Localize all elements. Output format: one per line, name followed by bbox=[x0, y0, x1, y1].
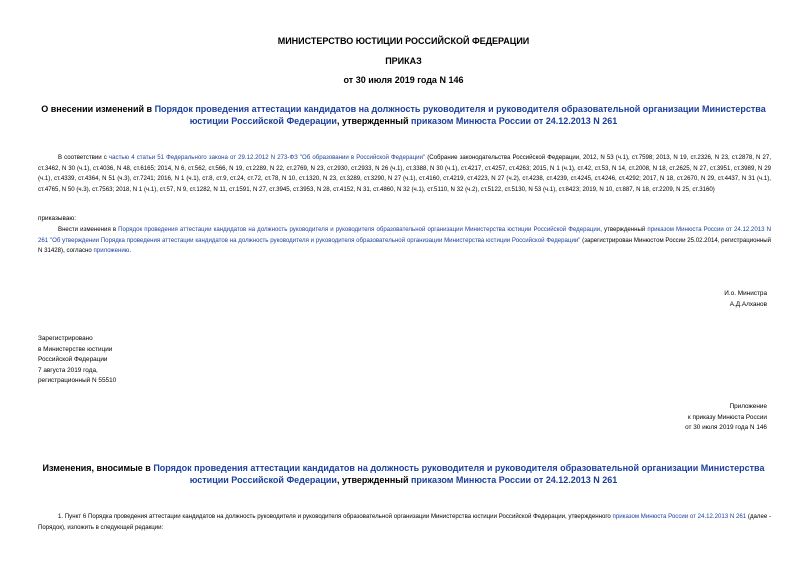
point-1-order-link[interactable]: приказом Минюста России от 24.12.2013 N 261 bbox=[612, 513, 747, 520]
order-word: приказываю: bbox=[38, 215, 76, 222]
order-text-3: (зарегистрирован Минюстом России 25.02.2014, регистрационный N 31428), согласно bbox=[38, 236, 772, 255]
appendix-link[interactable]: приложению bbox=[93, 247, 130, 255]
appendix-ref-line: Приложение bbox=[729, 403, 767, 410]
procedure-link[interactable]: Порядок проведения аттестации кандидатов на должность руководителя и руководителя образовательной организации Министерства юстиции Российской Федерации bbox=[154, 104, 766, 126]
order-paragraph bbox=[38, 225, 771, 257]
order-date-number: от 30 июля 2019 года N 146 bbox=[343, 75, 464, 85]
order-text-1: Внести изменения в bbox=[58, 226, 119, 233]
preamble-text-1: В соответствии с bbox=[58, 154, 109, 161]
ministry-heading: МИНИСТЕРСТВО ЮСТИЦИИ РОССИЙСКОЙ ФЕДЕРАЦИИ bbox=[277, 36, 530, 46]
changes-title-prefix: Изменения, вносимые в bbox=[42, 463, 154, 473]
order-title bbox=[40, 103, 767, 127]
changes-procedure-link[interactable]: Порядок проведения аттестации кандидатов на должность руководителя и руководителя образовательной организации Министерства юстиции Российской Федерации bbox=[153, 463, 765, 485]
changes-title-middle: , утвержденный bbox=[336, 475, 411, 485]
signature-name: А.Д.Алханов bbox=[729, 300, 767, 308]
preamble-text-2: (Собрание законодательства Российской Федерации, 2012, N 53 (ч.1), ст.7598; 2013, N 19, ст.2326, N 23, ст.2878, N 27, ст.3462, N 30 (ч.1), ст.4036, N 48, ст.6165; 2014, N 6, ст.562, ст.566, N 19, ст.2289, N 22, ст.2769, N 23, ст.2930, ст.2933, N 26 (ч.1), ст.3388, N 30 (ч.1), ст.4217, ст.4257, ст.4263; 2015, N 1 (ч.1), ст.42, ст.53, N 14, ст.2008, N 18, ст.2625, N 27, ст.3951, ст.3989, N 29 (ч.1), ст.4339, ст.4364, N 51 (ч.3), ст.7241; 2016, N 1 (ч.1), ст.8, ст.9, ст.24, ст.72, ст.78, N 10, ст.1320, N 23, ст.3289, ст.3290, N 27 (ч.1), ст.4160, ст.4219, ст.4223, N 27 (ч.2), ст.4238, ст.4239, ст.4245, ст.4246, ст.4292; 2017, N 18, ст.2670, N 29, ст.4437, N 31 (ч.1), ст.4765, N 50 (ч.3), ст.7563; 2018, N 1 (ч.1), ст.57, N 9, ст.1282, N 11, ст.1591, N 27, ст.3945, ст.3953, N 28, ст.4152, N 31, ст.4860, N 32 (ч.1), ст.5110, N 32 (ч.2), ст.5122, ст.5130, N 53 (ч.1), ст.8423; 2019, N 10, ст.887, N 18, ст.2209, N 25, ст.3160) bbox=[38, 154, 772, 193]
registration-line: Зарегистрировано bbox=[38, 335, 93, 342]
appendix-ref-line: к приказу Минюста России bbox=[687, 413, 767, 421]
changes-order-261-link[interactable]: приказом Минюста России от 24.12.2013 N 261 bbox=[410, 475, 618, 485]
order-title-middle: , утвержденный bbox=[336, 116, 411, 126]
point-1-paragraph bbox=[38, 512, 771, 533]
registration-line: регистрационный N 55510 bbox=[38, 377, 117, 385]
registration-line: 7 августа 2019 года, bbox=[38, 366, 98, 374]
education-law-link[interactable]: частью 4 статьи 51 Федерального закона от 29.12.2012 N 273-ФЗ "Об образовании в Российской Федерации" bbox=[108, 154, 426, 161]
registration-block bbox=[38, 334, 116, 387]
appendix-reference-block bbox=[567, 402, 767, 434]
point-1-text-1: 1. Пункт 6 Порядка проведения аттестации кандидатов на должность руководителя и руководителя образовательной организации Министерства юстиции Российской Федерации, утвержденного bbox=[58, 513, 613, 520]
order-procedure-link[interactable]: Порядок проведения аттестации кандидатов на должность руководителя и руководителя образовательной организации Министерства юстиции Российской Федерации bbox=[118, 226, 601, 233]
point-1-text-2: (далее - Порядок), изложить в следующей редакции: bbox=[38, 513, 771, 531]
registration-line: Российской Федерации bbox=[38, 356, 108, 364]
order-261-link[interactable]: приказом Минюста России от 24.12.2013 N 261 bbox=[410, 116, 618, 126]
signature-block bbox=[567, 289, 767, 310]
order-title-prefix: О внесении изменений в bbox=[41, 104, 155, 114]
order-text-2: , утвержденный bbox=[600, 226, 648, 233]
registration-line: в Министерстве юстиции bbox=[38, 345, 113, 353]
signature-position: И.о. Министра bbox=[724, 290, 767, 297]
order-text-4: . bbox=[129, 247, 132, 255]
doc-type-heading: ПРИКАЗ bbox=[385, 56, 422, 66]
order-261-full-link[interactable]: приказом Минюста России от 24.12.2013 N 261 "Об утверждении Порядка проведения аттестации кандидатов на должность руководителя и руководителя образовательной организации Министерства юстиции Российской Федерации" bbox=[38, 226, 771, 244]
appendix-ref-line: от 30 июля 2019 года N 146 bbox=[685, 424, 767, 432]
preamble-paragraph bbox=[38, 153, 771, 195]
changes-title bbox=[40, 462, 767, 486]
